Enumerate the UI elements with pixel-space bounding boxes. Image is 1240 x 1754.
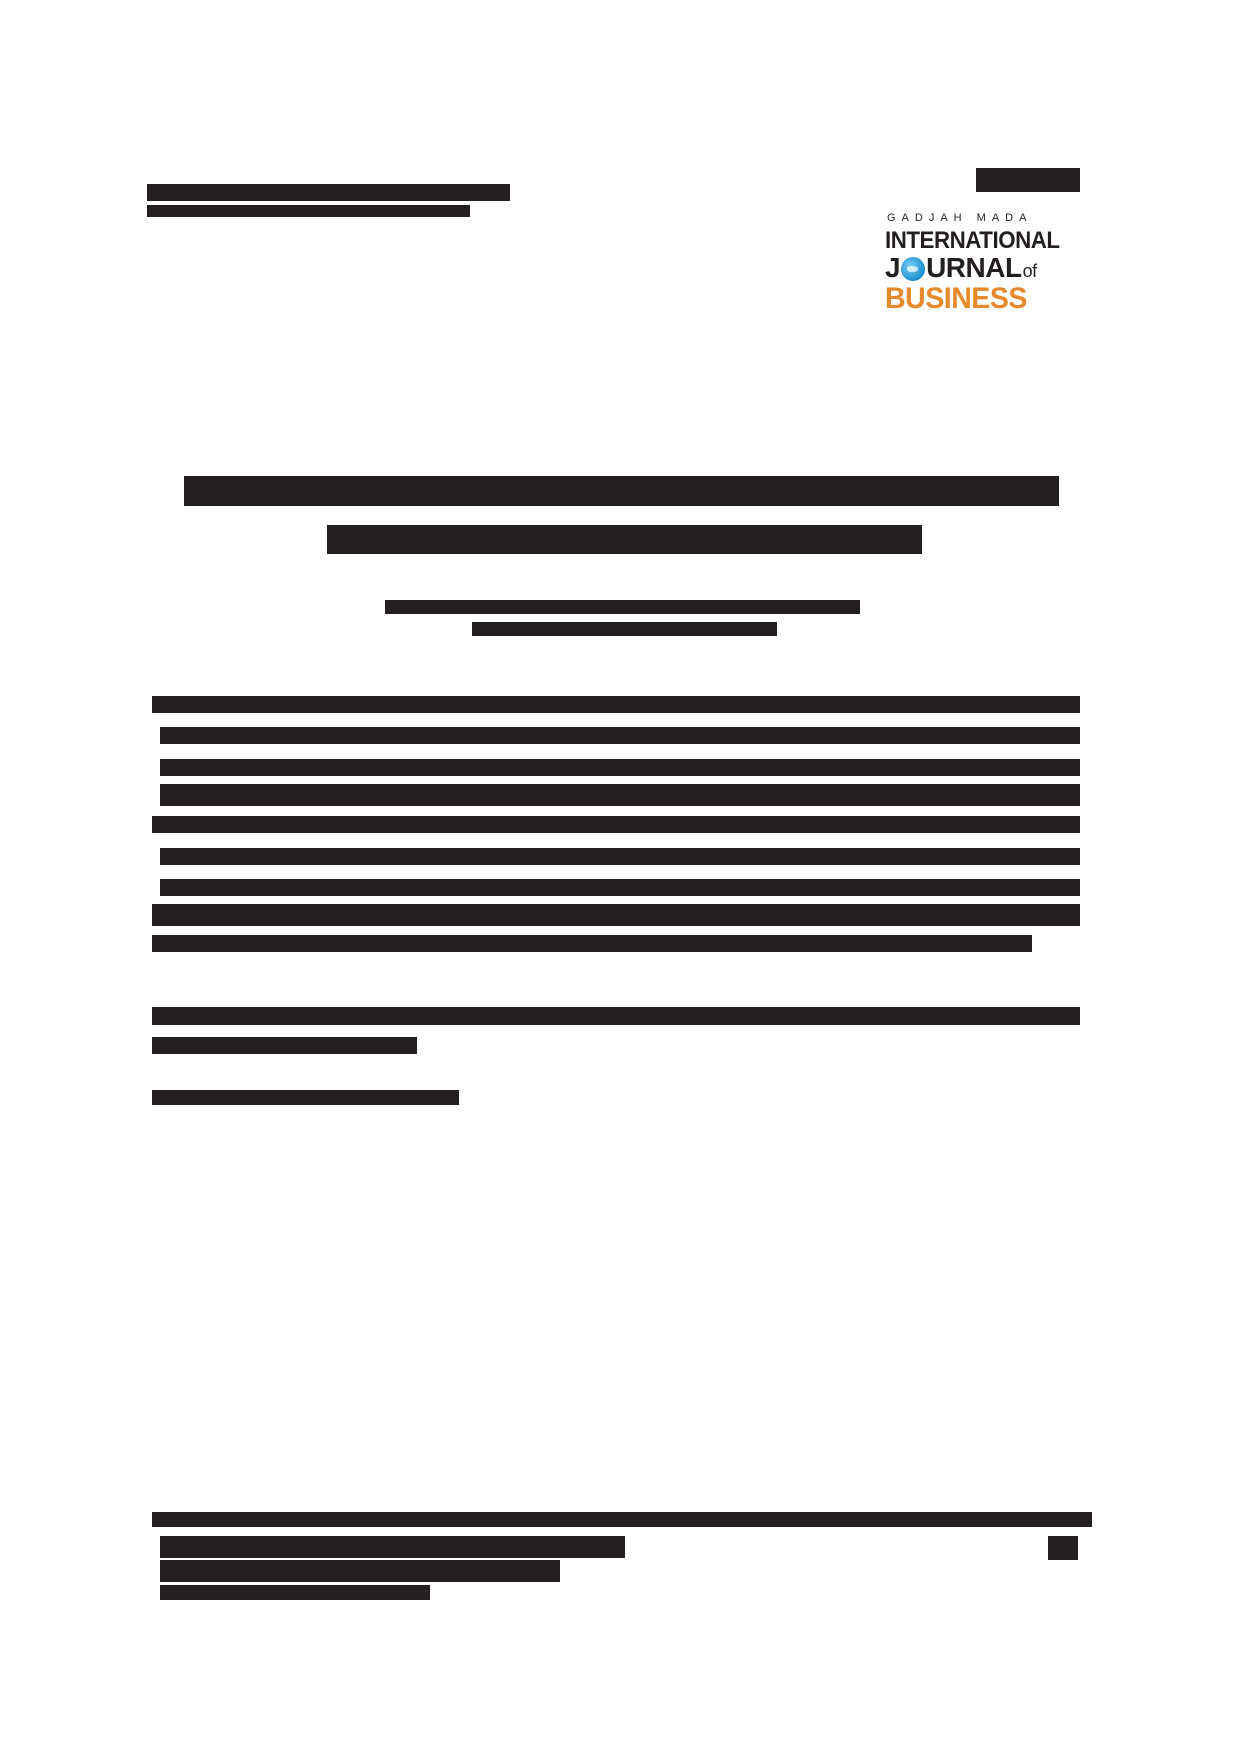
logo-of-text: of <box>1022 261 1037 281</box>
abstract-line <box>152 696 1080 713</box>
author-names <box>385 600 860 614</box>
logo-journal-j: J <box>885 252 901 283</box>
abstract-line <box>160 759 1080 776</box>
article-title-line-1 <box>184 476 1059 506</box>
article-type-label <box>976 168 1080 192</box>
logo-business-text: BUSINESS <box>885 282 1027 315</box>
jel-classification <box>152 1090 459 1105</box>
journal-doi-line <box>147 205 470 217</box>
logo-journal-rest: URNAL <box>926 252 1022 283</box>
abstract-line <box>160 848 1080 865</box>
page-number <box>1048 1536 1078 1560</box>
logo-journal-text <box>885 252 1037 284</box>
footer-rule <box>152 1512 1092 1527</box>
abstract-line <box>160 784 1080 806</box>
author-affiliation <box>472 622 777 636</box>
globe-icon <box>901 257 925 281</box>
logo-publisher-text: GADJAH MADA <box>887 212 1033 224</box>
footer-line-1 <box>160 1536 625 1558</box>
abstract-line <box>160 727 1080 744</box>
abstract-line <box>160 879 1080 896</box>
journal-logo <box>885 212 1075 317</box>
keywords-line-2 <box>152 1037 417 1054</box>
abstract-line <box>152 816 1080 833</box>
abstract-line <box>152 904 1080 926</box>
footer-line-3 <box>160 1585 430 1600</box>
article-title-line-2 <box>327 525 922 554</box>
journal-citation-line <box>147 184 510 201</box>
abstract-line <box>152 935 1032 952</box>
footer-line-2 <box>160 1560 560 1582</box>
keywords-line <box>152 1007 1080 1025</box>
logo-international-text: INTERNATIONAL <box>885 227 1060 254</box>
